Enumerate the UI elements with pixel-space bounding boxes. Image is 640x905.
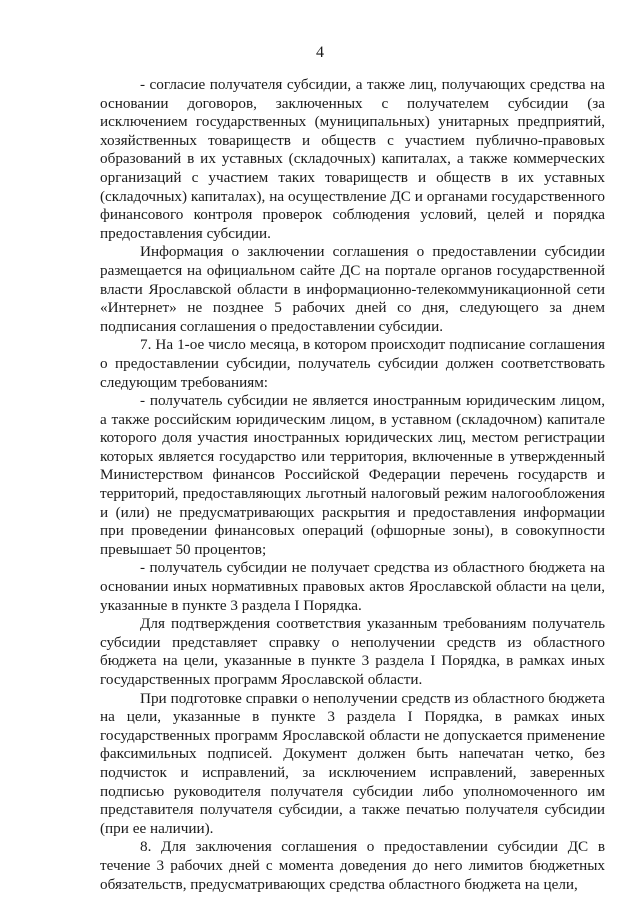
paragraph-confirmation-certificate: Для подтверждения соответствия указанным требованиям получатель субсидии представляет справку о неполучении средств из областного бюджета на цели, указанные в пункте 3 раздела I Порядка, в рамках иных государственных программ Ярославской области.	[100, 615, 605, 688]
paragraph-no-other-budget-funds: - получатель субсидии не получает средства из областного бюджета на основании иных нормативных правовых актов Ярославской области на цели, указанные в пункте 3 раздела I Порядка.	[100, 559, 605, 614]
paragraph-clause-7: 7. На 1-ое число месяца, в котором происходит подписание соглашения о предоставлении субсидии, получатель субсидии должен соответствовать следующим требованиям:	[100, 336, 605, 391]
paragraph-consent-to-audits: - согласие получателя субсидии, а также лиц, получающих средства на основании договоров, заключенных с получателем субсидии (за исключением государственных (муниципальных) унитарных предприятий, хозяйственных товариществ и обществ с участием публично-правовых образований в их уставных (складочных) капиталах, а также коммерческих организаций с участием таких товариществ и обществ в их уставных (складочных) капиталах), на осуществление ДС и органами государственного финансового контроля проверок соблюдения условий, целей и порядка предоставления субсидии.	[100, 76, 605, 242]
page-number: 4	[316, 44, 324, 61]
paragraph-agreement-publication: Информация о заключении соглашения о предоставлении субсидии размещается на официальном сайте ДС на портале органов государственной власти Ярославской области в информационно-телекоммуникационной сети «Интернет» не позднее 5 рабочих дней со дня, следующего за днем подписания соглашения о предоставлении субсидии.	[100, 243, 605, 335]
document-body	[100, 76, 605, 894]
paragraph-clause-8: 8. Для заключения соглашения о предоставлении субсидии ДС в течение 3 рабочих дней с момента доведения до него лимитов бюджетных обязательств, предусматривающих средства областного бюджета на цели,	[100, 838, 605, 893]
paragraph-certificate-preparation: При подготовке справки о неполучении средств из областного бюджета на цели, указанные в пункте 3 раздела I Порядка, в рамках иных государственных программ Ярославской области не допускается применение факсимильных подписей. Документ должен быть напечатан четко, без подчисток и исправлений, за исключением исправлений, заверенных подписью руководителя получателя субсидии либо уполномоченного им представителя получателя субсидии, а также печатью получателя субсидии (при ее наличии).	[100, 689, 605, 837]
paragraph-foreign-entity-requirement: - получатель субсидии не является иностранным юридическим лицом, а также российским юридическим лицом, в уставном (складочном) капитале которого доля участия иностранных юридических лиц, местом регистрации которых является государство или территория, включенные в утвержденный Министерством финансов Российской Федерации перечень государств и территорий, предоставляющих льготный налоговый режим налогообложения и (или) не предусматривающих раскрытия и предоставления информации при проведении финансовых операций (офшорные зоны), в совокупности превышает 50 процентов;	[100, 392, 605, 558]
